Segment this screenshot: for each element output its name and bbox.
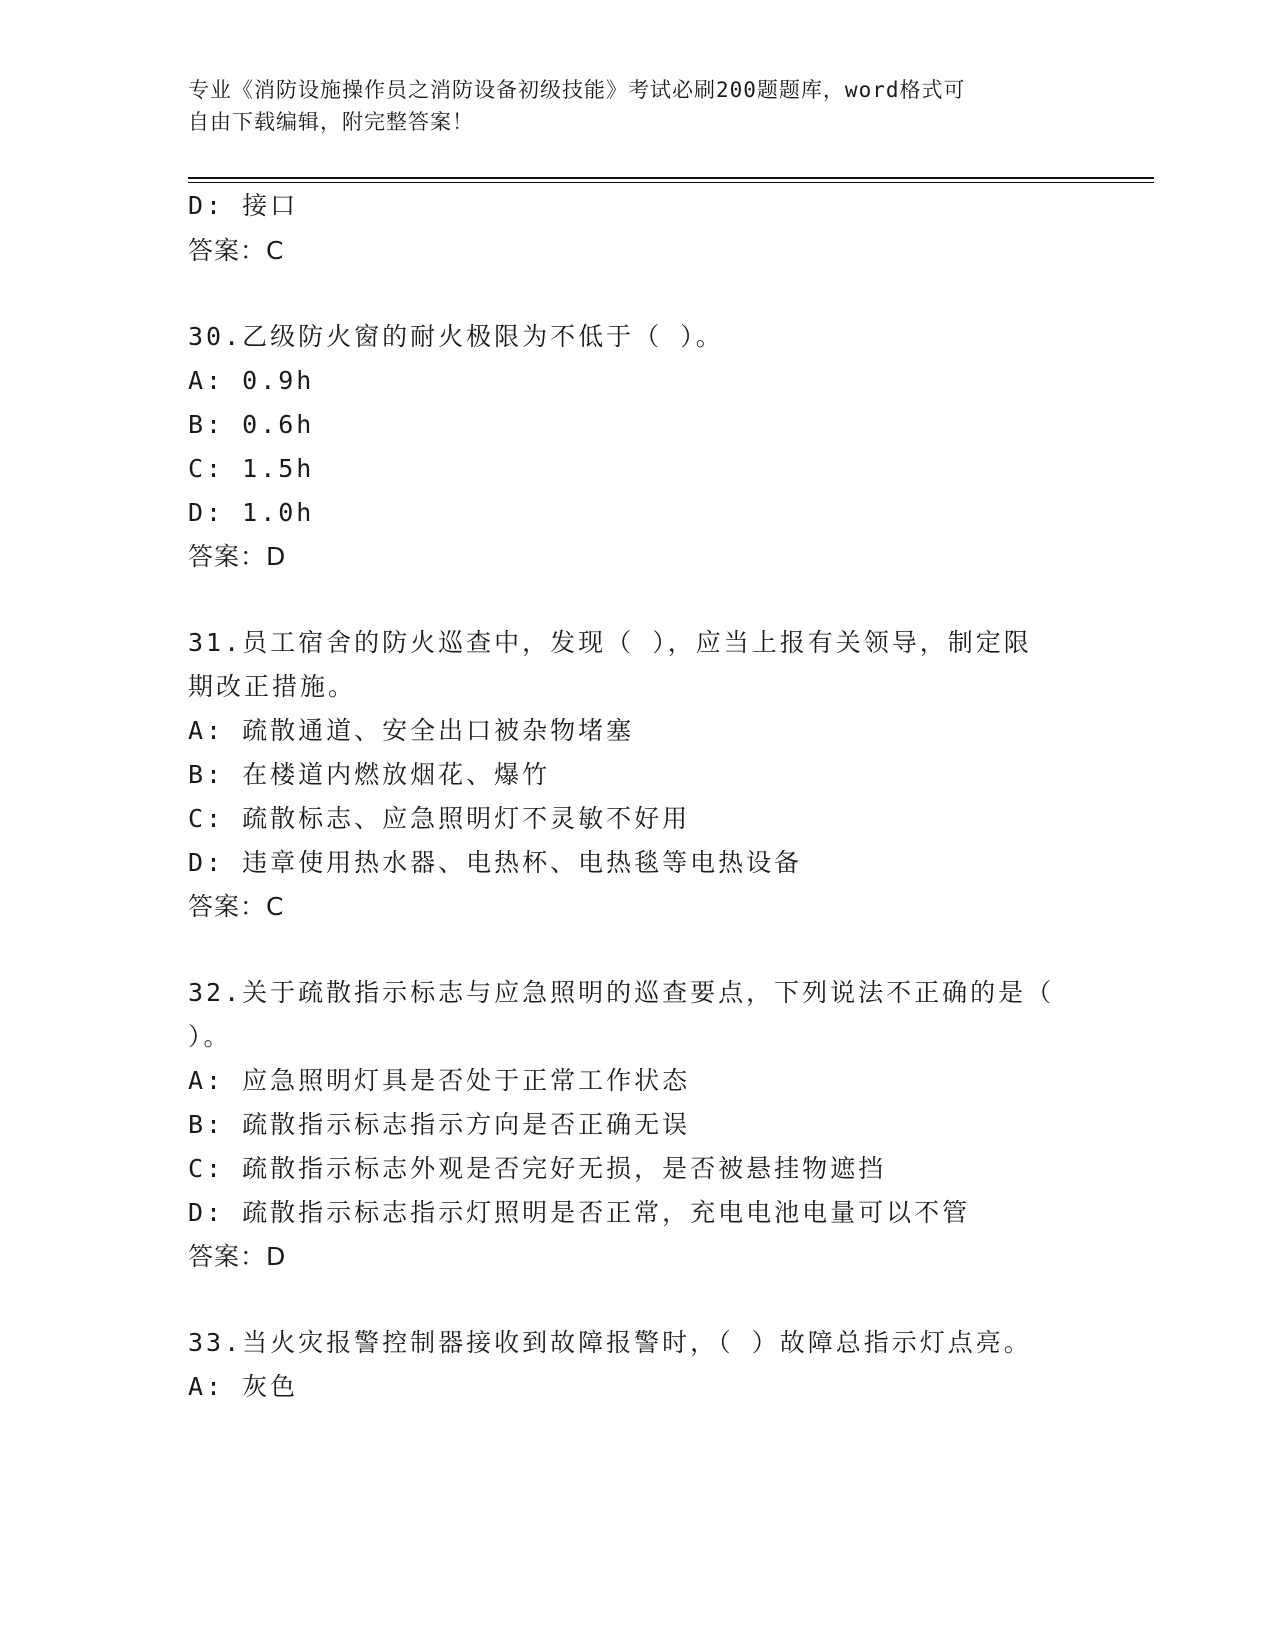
q32-question-line-1: 32.关于疏散指示标志与应急照明的巡查要点，下列说法不正确的是（ bbox=[188, 978, 1055, 1007]
q30-option-a: A: 0.9h bbox=[188, 366, 315, 395]
q32-option-d: D: 疏散指示标志指示灯照明是否正常，充电电池电量可以不管 bbox=[188, 1198, 971, 1227]
q31-option-a: A: 疏散通道、安全出口被杂物堵塞 bbox=[188, 716, 635, 745]
prev-option-d: D: 接口 bbox=[188, 191, 299, 220]
header-line-2: 自由下载编辑，附完整答案！ bbox=[188, 110, 474, 134]
q33-option-a: A: 灰色 bbox=[188, 1372, 299, 1401]
q31-question-line-2: 期改正措施。 bbox=[188, 672, 357, 701]
header-line-1: 专业《消防设施操作员之消防设备初级技能》考试必刷200题题库，word格式可 bbox=[188, 78, 966, 102]
q32-question-line-2: ）。 bbox=[188, 1022, 232, 1051]
header-divider-thick bbox=[188, 177, 1154, 179]
q30-answer: 答案：D bbox=[188, 542, 287, 571]
q33-question: 33.当火灾报警控制器接收到故障报警时，（ ）故障总指示灯点亮。 bbox=[188, 1328, 1032, 1357]
q31-option-b: B: 在楼道内燃放烟花、爆竹 bbox=[188, 760, 551, 789]
prev-answer: 答案：C bbox=[188, 236, 285, 265]
q32-option-c: C: 疏散指示标志外观是否完好无损，是否被悬挂物遮挡 bbox=[188, 1154, 887, 1183]
q30-option-b: B: 0.6h bbox=[188, 410, 315, 439]
q30-option-c: C: 1.5h bbox=[188, 454, 315, 483]
q31-option-d: D: 违章使用热水器、电热杯、电热毯等电热设备 bbox=[188, 848, 803, 877]
q31-answer: 答案：C bbox=[188, 892, 285, 921]
header-divider-thin bbox=[188, 182, 1154, 183]
q30-question: 30.乙级防火窗的耐火极限为不低于（ ）。 bbox=[188, 322, 724, 351]
q30-option-d: D: 1.0h bbox=[188, 498, 315, 527]
q32-option-b: B: 疏散指示标志指示方向是否正确无误 bbox=[188, 1110, 691, 1139]
q31-option-c: C: 疏散标志、应急照明灯不灵敏不好用 bbox=[188, 804, 691, 833]
page-header bbox=[188, 74, 1068, 138]
q32-answer: 答案：D bbox=[188, 1242, 287, 1271]
q32-option-a: A: 应急照明灯具是否处于正常工作状态 bbox=[188, 1066, 691, 1095]
q31-question-line-1: 31.员工宿舍的防火巡查中，发现（ ），应当上报有关领导，制定限 bbox=[188, 628, 1032, 657]
